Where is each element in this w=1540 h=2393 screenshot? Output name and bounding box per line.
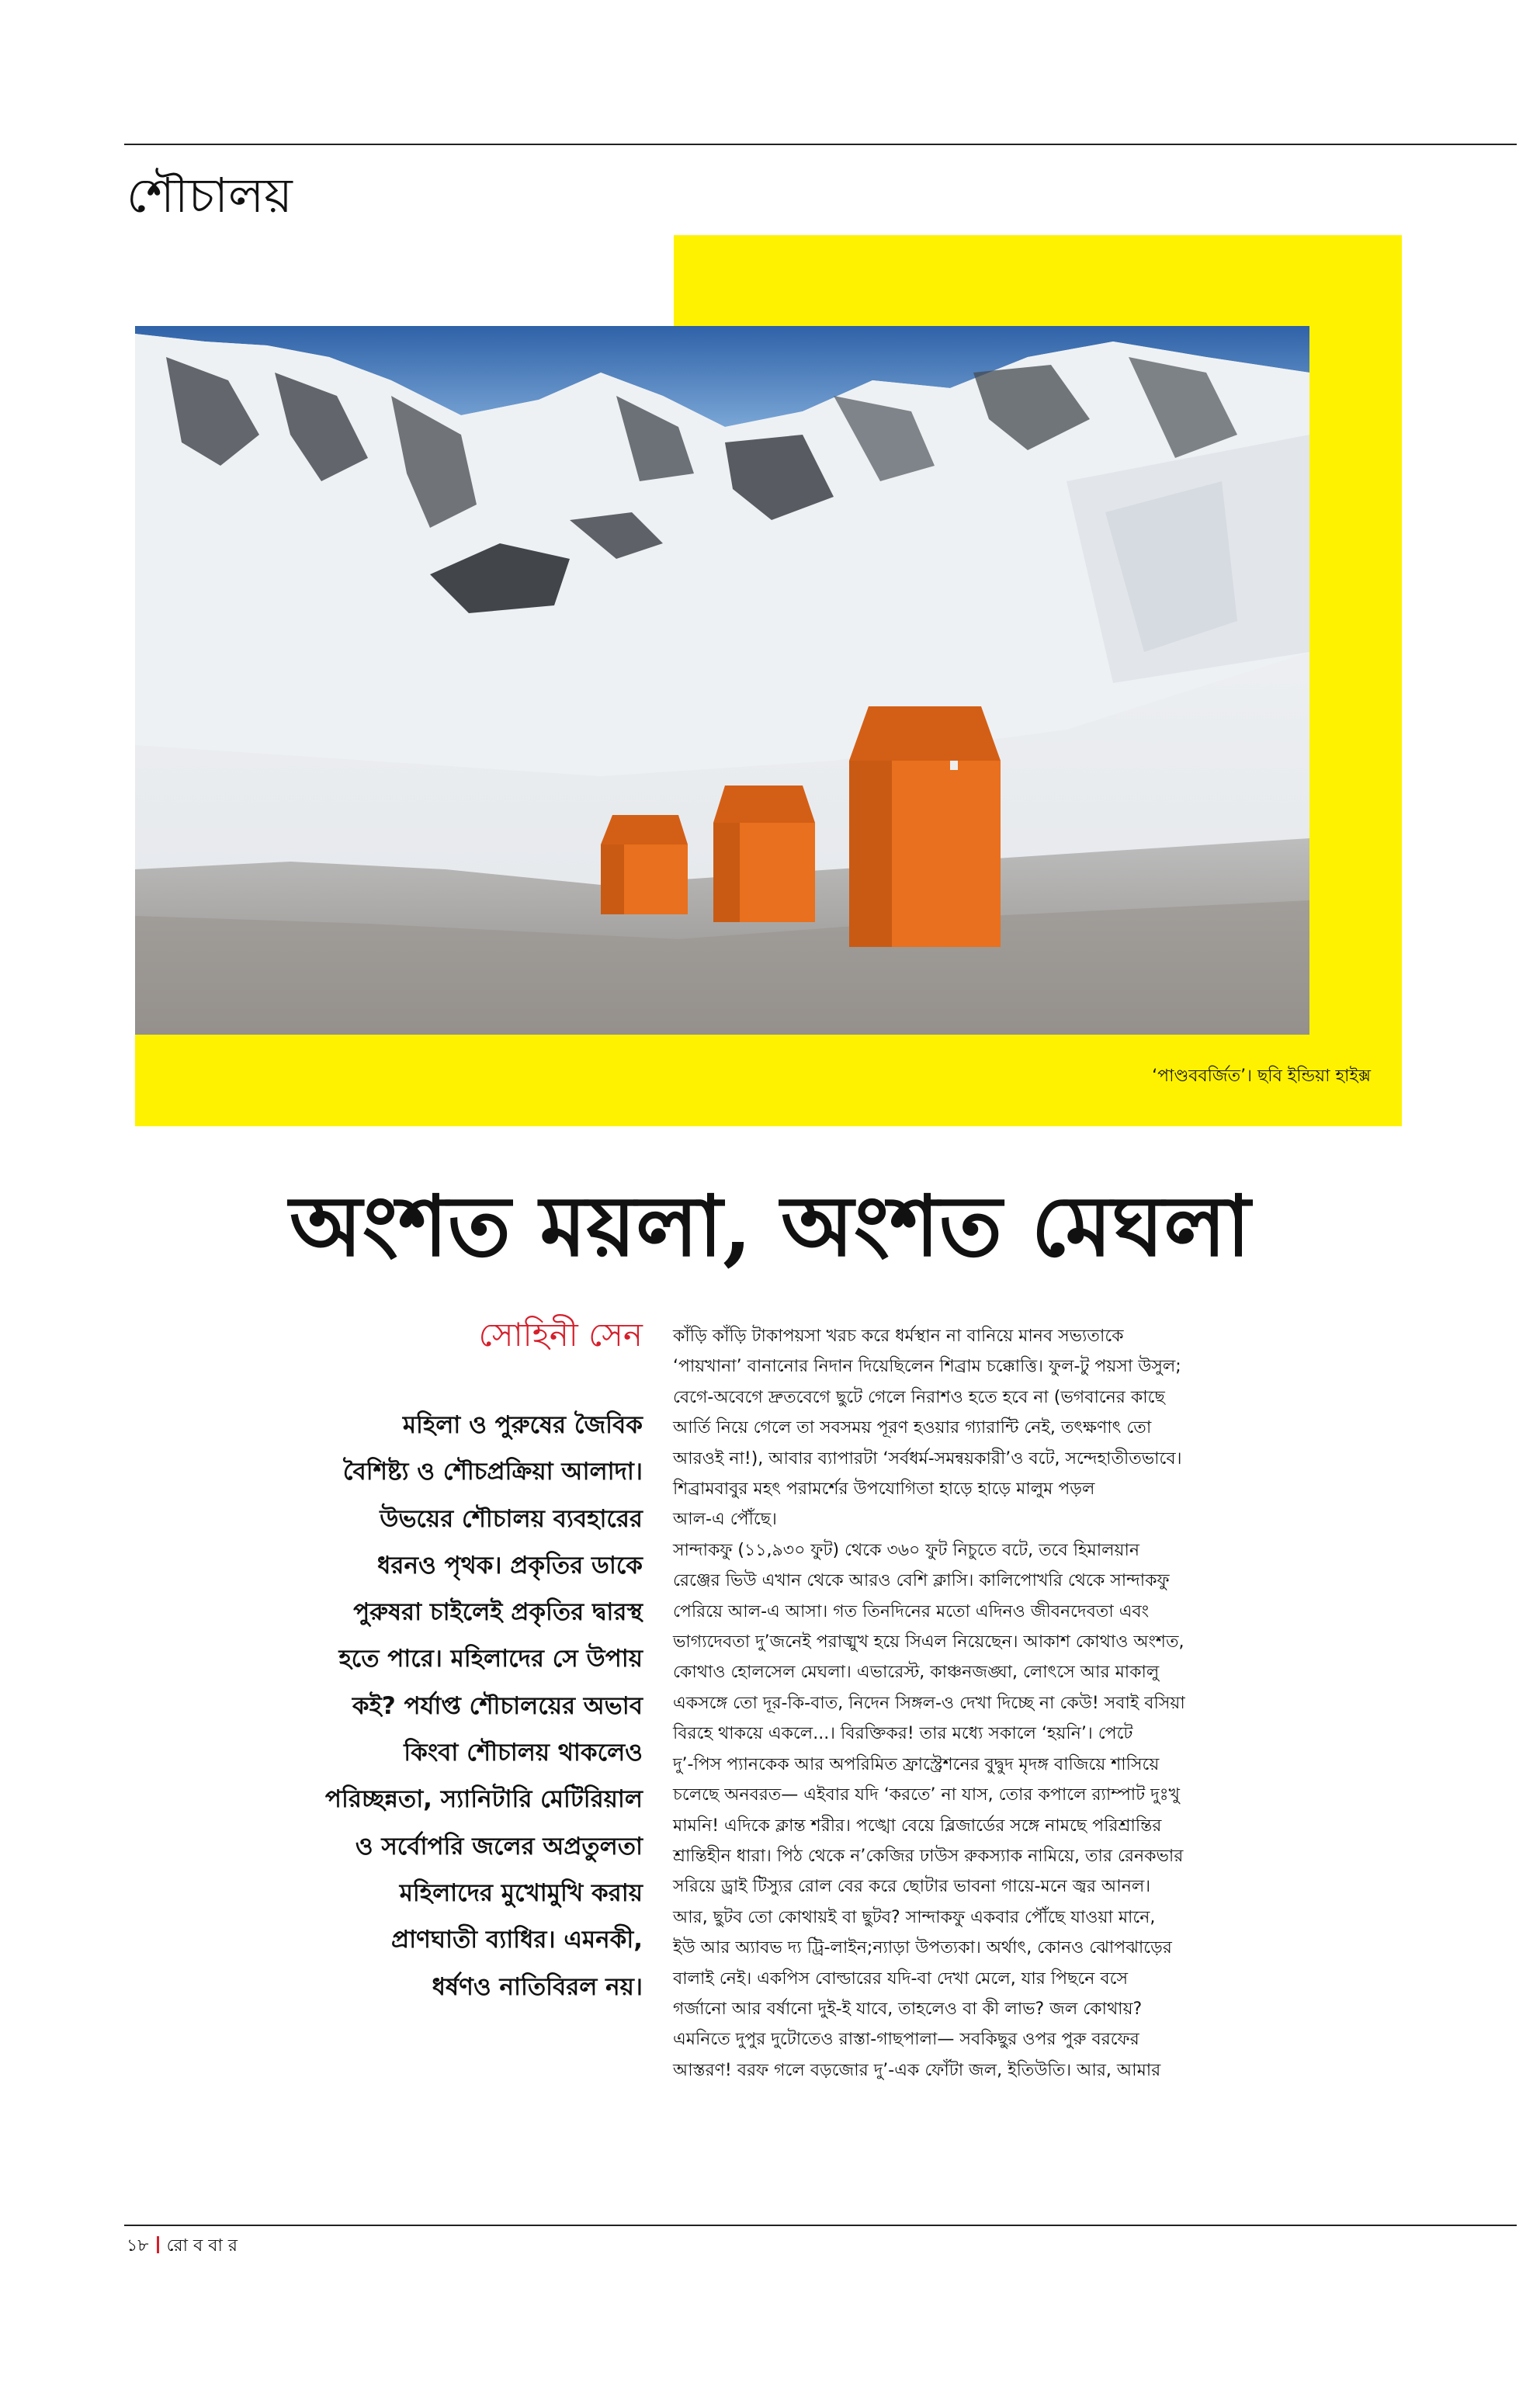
body-line: একসঙ্গে তো দূর-কি-বাত, নিদেন সিঙ্গল-ও দেখা দিচ্ছে না কেউ! সবাই বসিয়া: [673, 1693, 1185, 1713]
standfirst-line: কিংবা শৌচালয় থাকলেও: [404, 1739, 643, 1767]
body-line: আরওই না!), আবার ব্যাপারটা ‘সর্বধর্ম-সমন্বয়কারী’ও বটে, সন্দেহাতীতভাবে।: [673, 1448, 1182, 1469]
yellow-frame-top: [674, 235, 1402, 327]
standfirst-line: ধর্ষণও নাতিবিরল নয়।: [432, 1972, 643, 2001]
body-line: পেরিয়ে আল-এ আসা। গত তিনদিনের মতো এদিনও জীবনদেবতা এবং: [673, 1601, 1150, 1621]
standfirst: [135, 1402, 643, 2010]
body-line: রেঞ্জের ভিউ এখান থেকে আরও বেশি ক্লাসি। কালিপোখরি থেকে সান্দাকফু: [673, 1571, 1170, 1591]
page-number: ১৮: [127, 2236, 149, 2256]
body-line: ইউ আর অ্যাবভ দ্য ট্রি-লাইন;ন্যাড়া উপত্যকা। অর্থাৎ, কোনও ঝোপঝাড়ের: [673, 1938, 1172, 1958]
standfirst-line: হতে পারে। মহিলাদের সে উপায়: [338, 1645, 643, 1673]
body-line: আর্তি নিয়ে গেলে তা সবসময় পূরণ হওয়ার গ্যারান্টি নেই, তৎক্ষণাৎ তো: [673, 1418, 1152, 1438]
section-title: শৌচালয়: [127, 167, 293, 224]
folio: [127, 2229, 238, 2263]
body-line: আল-এ পৌঁছে।: [673, 1510, 777, 1530]
tent-large: [849, 706, 1001, 947]
byline: সোহিনী সেন: [478, 1316, 643, 1354]
top-rule: [124, 144, 1517, 145]
tent-middle: [713, 786, 815, 922]
body-line: ‘পায়খানা’ বানানোর নিদান দিয়েছিলেন শিব্রাম চক্কোত্তি। ফুল-টু পয়সা উসুল;: [673, 1357, 1181, 1377]
body-line: সরিয়ে ড্রাই টিস্যুর রোল বের করে ছোটার ভাবনা গায়ে-মনে জ্বর আনল।: [673, 1877, 1151, 1897]
magazine-name: রো ব বা র: [166, 2236, 238, 2256]
folio-divider: [157, 2236, 159, 2253]
body-line: আর, ছুটব তো কোথায়ই বা ছুটব? সান্দাকফু একবার পৌঁছে যাওয়া মানে,: [673, 1907, 1156, 1927]
body-line: কাঁড়ি কাঁড়ি টাকাপয়সা খরচ করে ধর্মস্থান না বানিয়ে মানব সভ্যতাকে: [673, 1327, 1124, 1346]
body-line: গর্জানো আর বর্ষানো দুই-ই যাবে, তাহলেও বা কী লাভ? জল কোথায়?: [673, 1999, 1143, 2019]
standfirst-line: ও সর্বোপরি জলের অপ্রতুলতা: [355, 1832, 643, 1861]
body-line: বালাই নেই। একপিস বোল্ডারের যদি-বা দেখা মেলে, যার পিছনে বসে: [673, 1968, 1128, 1989]
article-body: [673, 1321, 1395, 2086]
body-line: বেগে-অবেগে দ্রুতবেগে ছুটে গেলে নিরাশও হতে হবে না (ভগবানের কাছে: [673, 1387, 1165, 1407]
standfirst-line: বৈশিষ্ট্য ও শৌচপ্রক্রিয়া আলাদা।: [342, 1458, 643, 1486]
standfirst-line: মহিলা ও পুরুষের জৈবিক: [402, 1411, 643, 1439]
standfirst-line: ধরনও পৃথক। প্রকৃতির ডাকে: [377, 1551, 643, 1580]
body-line: ভাগ্যদেবতা দু’জনেই পরাঙ্মুখ হয়ে সিএল নিয়েছেন। আকাশ কোথাও অংশত,: [673, 1632, 1184, 1653]
photo-caption: ‘পাণ্ডববর্জিত’। ছবি ইন্ডিয়া হাইক্স: [1152, 1066, 1371, 1086]
standfirst-line: পুরুষরা চাইলেই প্রকৃতির দ্বারস্থ: [353, 1598, 643, 1627]
body-line: বিরহে থাকয়ে একলে...। বিরক্তিকর! তার মধ্যে সকালে ‘হয়নি’। পেটে: [673, 1724, 1133, 1744]
headline: অংশত ময়লা, অংশত মেঘলা: [290, 1177, 1250, 1275]
bottom-rule: [124, 2225, 1517, 2226]
standfirst-line: কই? পর্যাপ্ত শৌচালয়ের অভাব: [352, 1691, 643, 1720]
body-line: কোথাও হোলসেল মেঘলা। এভারেস্ট, কাঞ্চনজঙ্ঘা, লোৎসে আর মাকালু: [673, 1663, 1160, 1683]
standfirst-line: উভয়ের শৌচালয় ব্যবহারের: [380, 1504, 643, 1533]
standfirst-line: মহিলাদের মুখোমুখি করায়: [399, 1878, 643, 1907]
body-line: শ্রান্তিহীন ধারা। পিঠ থেকে ন’কেজির ঢাউস রুকস্যাক নামিয়ে, তার রেনকভার: [673, 1846, 1184, 1866]
photo-snow-tents: [135, 326, 1309, 1035]
body-line: দু’-পিস প্যানকেক আর অপরিমিত ফ্রাস্ট্রেশনের বুদ্বুদ মৃদঙ্গ বাজিয়ে শাসিয়ে: [673, 1754, 1160, 1774]
standfirst-line: পরিচ্ছন্নতা, স্যানিটারি মেটিরিয়াল: [324, 1785, 643, 1814]
body-line: এমনিতে দুপুর দুটোতেও রাস্তা-গাছপালা— সবকিছুর ওপর পুরু বরফের: [673, 2030, 1139, 2050]
body-line: শিব্রামবাবুর মহৎ পরামর্শের উপযোগিতা হাড়ে হাড়ে মালুম পড়ল: [673, 1479, 1095, 1500]
body-line: চলেছে অনবরত— এইবার যদি ‘করতে’ না যাস, তোর কপালে র‌্যাম্পাট দুঃখু: [673, 1785, 1180, 1805]
body-line: মামনি! এদিকে ক্লান্ত শরীর। পঙ্খো বেয়ে ব্লিজার্ডের সঙ্গে নামছে পরিশ্রান্তির: [673, 1816, 1162, 1836]
body-line: সান্দাকফু (১১,৯৩০ ফুট) থেকে ৩৬০ ফুট নিচুতে বটে, তবে হিমালয়ান: [673, 1540, 1140, 1560]
standfirst-line: প্রাণঘাতী ব্যাধির। এমনকী,: [391, 1926, 643, 1954]
tent-small: [601, 815, 688, 914]
yellow-frame-right: [1309, 235, 1402, 1126]
body-line: আস্তরণ! বরফ গলে বড়জোর দু’-এক ফোঁটা জল, ইতিউতি। আর, আমার: [673, 2060, 1161, 2080]
